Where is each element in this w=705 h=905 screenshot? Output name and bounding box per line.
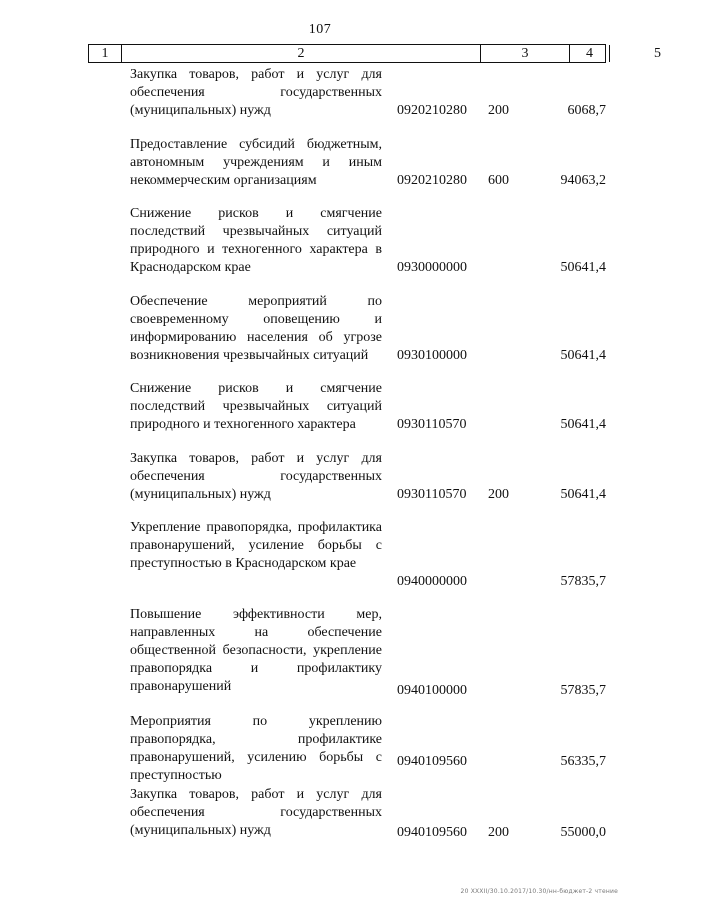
row-description: Закупка товаров, работ и услуг для обеспечения государственных (муниципальных) нужд	[130, 451, 382, 502]
row-description: Снижение рисков и смягчение последствий чрезвычайных ситуаций природного и техногенного характера	[130, 381, 382, 432]
row-description: Предоставление субсидий бюджетным, автономным учреждениям и иным некоммерческим организациям	[130, 137, 382, 188]
row-amount: 56335,7	[560, 754, 606, 769]
row-amount: 94063,2	[560, 173, 606, 188]
row-amount: 50641,4	[560, 348, 606, 363]
row-amount: 50641,4	[560, 260, 606, 275]
row-amount: 50641,4	[560, 417, 606, 432]
row-code: 0940109560	[397, 825, 467, 840]
row-amount: 50641,4	[560, 487, 606, 502]
table-row	[0, 786, 640, 840]
row-code: 0940100000	[397, 683, 467, 698]
footer-stamp: 20 XXXII/30.10.2017/10.30/нн-бюджет-2 чтение	[460, 888, 618, 895]
row-description: Мероприятия по укреплению правопорядка, профилактике правонарушений, усилению борьбы с преступностью	[130, 714, 382, 783]
row-amount: 57835,7	[560, 683, 606, 698]
row-amount: 6068,7	[567, 103, 606, 118]
table-row	[0, 380, 640, 434]
row-description: Закупка товаров, работ и услуг для обеспечения государственных (муниципальных) нужд	[130, 67, 382, 118]
column-header-3: 3	[481, 45, 570, 62]
row-code: 0920210280	[397, 103, 467, 118]
row-expense-type: 200	[488, 825, 509, 840]
column-header-2: 2	[122, 45, 481, 62]
row-expense-type: 200	[488, 103, 509, 118]
row-code: 0930110570	[397, 417, 467, 432]
row-description: Обеспечение мероприятий по своевременному оповещению и информированию населения об угрозе возникновения чрезвычайных ситуаций	[130, 294, 382, 363]
page-number: 107	[308, 22, 332, 37]
row-code: 0940109560	[397, 754, 467, 769]
table-row	[0, 713, 640, 783]
row-code: 0930000000	[397, 260, 467, 275]
row-code: 0930100000	[397, 348, 467, 363]
row-code: 0920210280	[397, 173, 467, 188]
row-description: Укрепление правопорядка, профилактика правонарушений, усиление борьбы с преступностью в Краснодарском крае	[130, 520, 382, 571]
table-row	[0, 66, 640, 120]
row-amount: 57835,7	[560, 574, 606, 589]
row-code: 0930110570	[397, 487, 467, 502]
row-description: Закупка товаров, работ и услуг для обеспечения государственных (муниципальных) нужд	[130, 787, 382, 838]
row-amount: 55000,0	[560, 825, 606, 840]
table-row	[0, 519, 640, 591]
table-row	[0, 293, 640, 365]
row-code: 0940000000	[397, 574, 467, 589]
column-header-4: 4	[570, 45, 610, 62]
column-header-1: 1	[89, 45, 122, 62]
row-description: Снижение рисков и смягчение последствий чрезвычайных ситуаций природного и техногенного характера в Краснодарском крае	[130, 206, 382, 275]
row-expense-type: 600	[488, 173, 509, 188]
row-expense-type: 200	[488, 487, 509, 502]
column-header-5: 5	[654, 46, 661, 61]
table-row	[0, 136, 640, 190]
column-header-row	[88, 44, 661, 63]
table-row	[0, 606, 640, 696]
row-description: Повышение эффективности мер, направленных на обеспечение общественной безопасности, укрепление правопорядка и профилактику правонарушений	[130, 607, 382, 694]
table-row	[0, 450, 640, 504]
table-row	[0, 205, 640, 277]
